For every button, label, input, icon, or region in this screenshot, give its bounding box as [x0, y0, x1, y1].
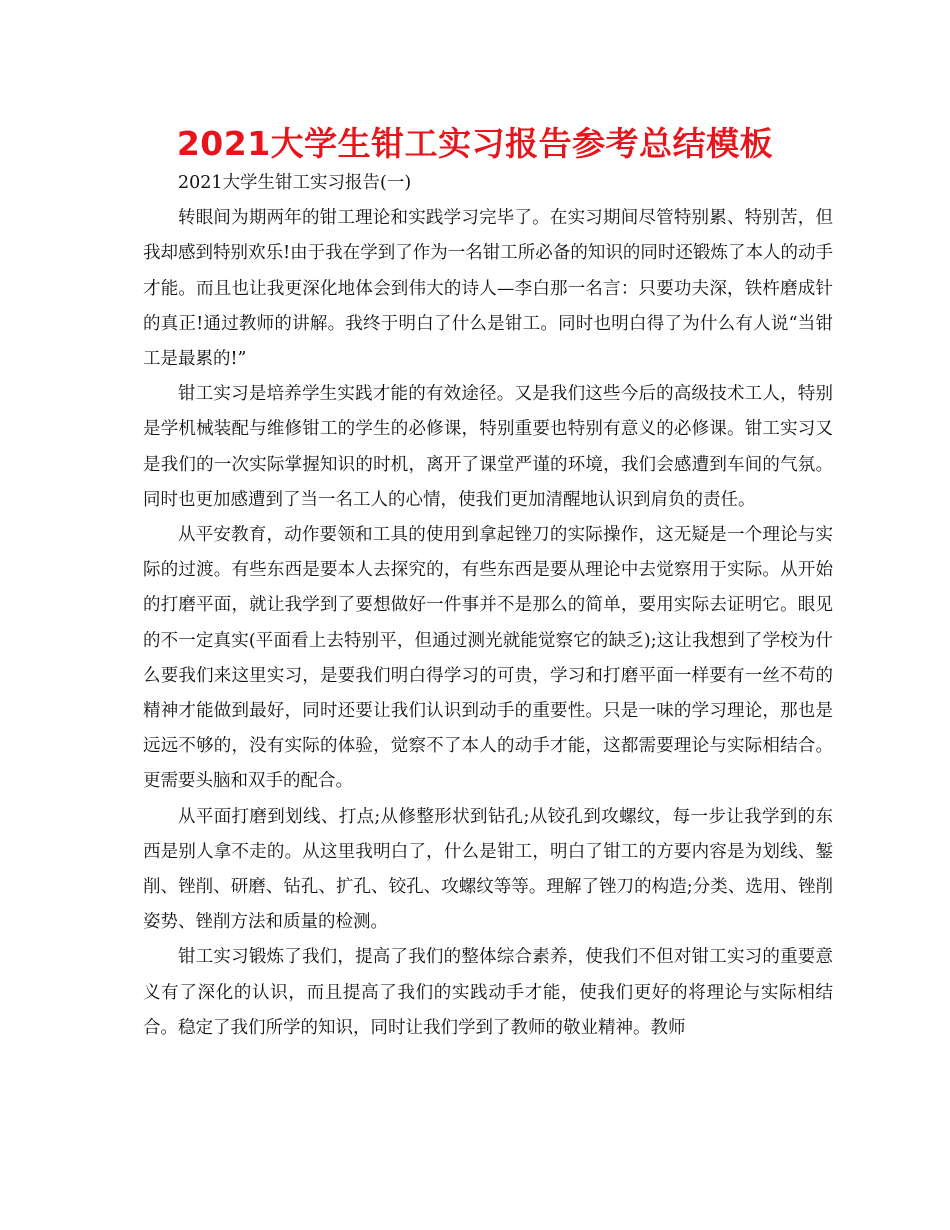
document-title: 2021大学生钳工实习报告参考总结模板: [176, 124, 774, 163]
paragraph-4: 从平面打磨到划线、打点;从修整形状到钻孔;从铰孔到攻螺纹，每一步让我学到的东西是别人拿不走的。从这里我明白了，什么是钳工，明白了钳工的方要内容是为划线、錾削、锉削、研磨、钻孔、扩孔、铰孔、攻螺纹等等。理解了锉刀的构造;分类、选用、锉削姿势、锉削方法和质量的检测。: [143, 806, 833, 933]
paragraph-5: 钳工实习锻炼了我们，提高了我们的整体综合素养，使我们不但对钳工实习的重要意义有了深化的认识，而且提高了我们的实践动手才能，使我们更好的将理论与实际相结合。稳定了我们所学的知识，同时让我们学到了教师的敬业精神。教师: [143, 947, 833, 1038]
paragraph-1: 转眼间为期两年的钳工理论和实践学习完毕了。在实习期间尽管特别累、特别苦，但我却感到特别欢乐!由于我在学到了作为一名钳工所必备的知识的同时还锻炼了本人的动手才能。而且也让我更深化地体会到伟大的诗人—李白那一名言：只要功夫深，铁杵磨成针的真正!通过教师的讲解。我终于明白了什么是钳工。同时也明白得了为什么有人说“当钳工是最累的!”: [143, 208, 833, 370]
document-body: [143, 166, 833, 1046]
report-subtitle: 2021大学生钳工实习报告(一): [178, 173, 412, 193]
paragraph-3: 从平安教育，动作要领和工具的使用到拿起锉刀的实际操作，这无疑是一个理论与实际的过渡。有些东西是要本人去探究的，有些东西是要从理论中去觉察用于实际。从开始的打磨平面，就让我学到了要想做好一件事并不是那么的简单，要用实际去证明它。眼见的不一定真实(平面看上去特别平，但通过测光就能觉察它的缺乏);这让我想到了学校为什么要我们来这里实习，是要我们明白得学习的可贵，学习和打磨平面一样要有一丝不苟的精神才能做到最好，同时还要让我们认识到动手的重要性。只是一味的学习理论，那也是远远不够的，没有实际的体验，觉察不了本人的动手才能，这都需要理论与实际相结合。更需要头脑和双手的配合。: [143, 525, 833, 792]
paragraph-2: 钳工实习是培养学生实践才能的有效途径。又是我们这些今后的高级技术工人，特别是学机械装配与维修钳工的学生的必修课，特别重要也特别有意义的必修课。钳工实习又是我们的一次实际掌握知识的时机，离开了课堂严谨的环境，我们会感遭到车间的气氛。同时也更加感遭到了当一名工人的心情，使我们更加清醒地认识到肩负的责任。: [143, 384, 833, 510]
